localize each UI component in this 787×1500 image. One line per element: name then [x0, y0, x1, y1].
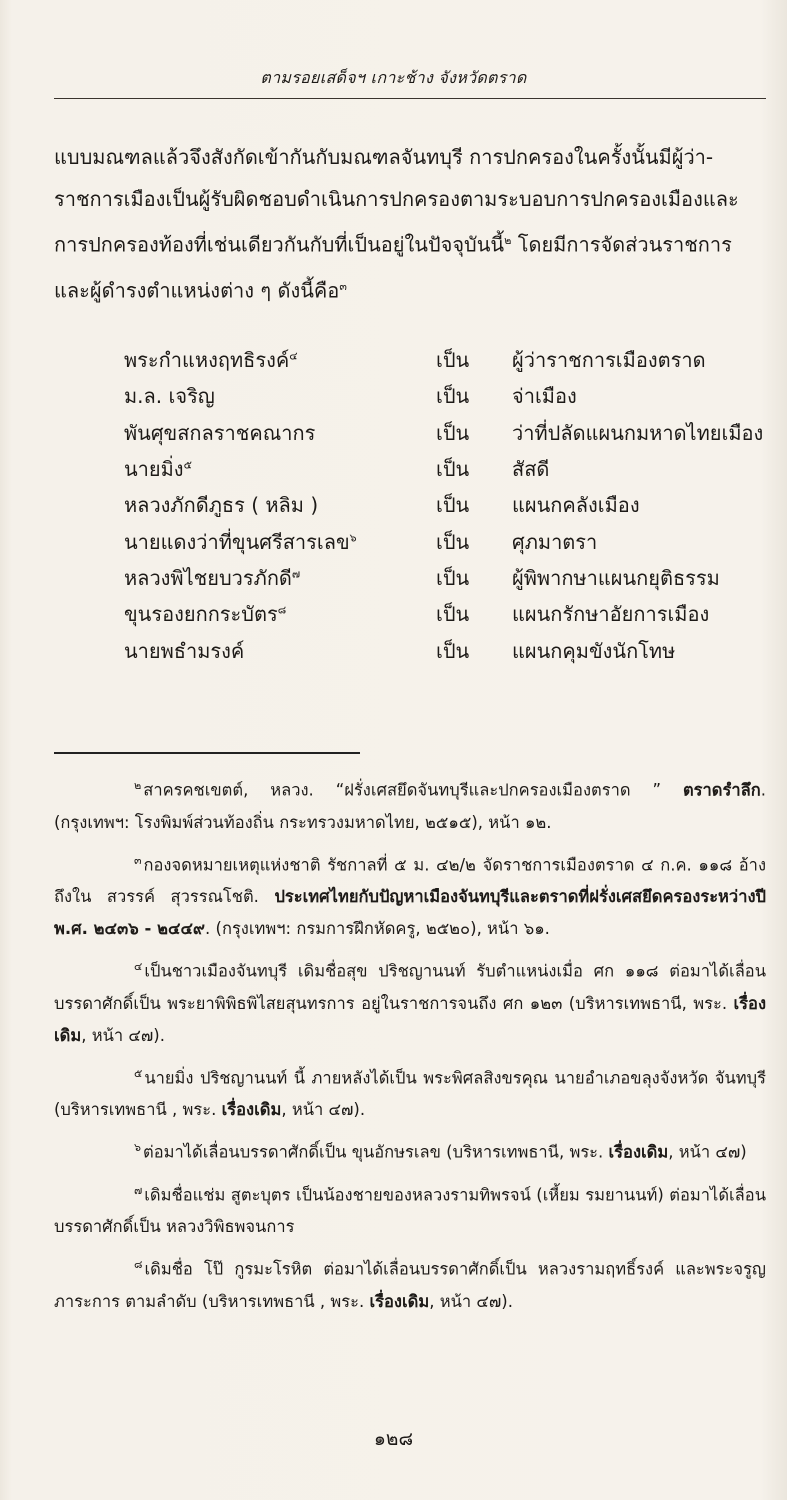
body-line [54, 178, 766, 220]
footnote: $^๗$ เดิมชื่อแช่ม สูตะบุตร เป็นน้องชายของหลวงรามทิพรจน์ (เหี้ยม รมยานนท์) ต่อมาได้เลื่อนบรรดาศักดิ์เป็น หลวงวิพิธพจนการ [54, 1183, 766, 1236]
footnote-ref: ๕ [183, 458, 192, 472]
official-name: นายแดงว่าที่ขุนศรีสารเลข$^๖$ [124, 529, 357, 554]
footnote-ref: ๗ [291, 567, 301, 581]
body-line [54, 266, 766, 312]
official-role: ศุภมาตรา [512, 529, 598, 554]
official-connector: เป็น [436, 493, 470, 518]
official-role: แผนกคุมขังนักโทษ [512, 638, 676, 663]
official-name: ม.ล. เจริญ [124, 384, 215, 409]
official-row [124, 378, 774, 414]
footnote-mark: ๖ [134, 1141, 141, 1154]
body-line-text: และผู้ดำรงตำแหน่งต่าง ๆ ดังนี้คือ [54, 278, 340, 303]
official-role: ว่าที่ปลัดแผนกมหาดไทยเมือง [512, 420, 764, 445]
footnote-ref: ๖ [349, 530, 357, 544]
footnotes [54, 770, 766, 1324]
footnote-mark: ๔ [134, 960, 143, 973]
official-name: พันศุขสกลราชคณากร [124, 420, 316, 445]
footnote-mark: ๒ [134, 779, 142, 792]
official-name: พระกำแหงฤทธิรงค์$^๔$ [124, 348, 298, 373]
official-role: แผนกรักษาอัยการเมือง [512, 602, 710, 627]
footnote-ref: ๔ [289, 349, 298, 363]
official-connector: เป็น [436, 638, 470, 663]
official-role: สัสดี [512, 457, 550, 482]
footnote: $^๘$ เดิมชื่อ โป๊ กูรมะโรหิต ต่อมาได้เลื่อนบรรดาศักดิ์เป็น หลวงรามฤทธิ์รงค์ และพระจรูญภาระการ ตามลำดับ (บริหารเทพธานี , พระ. เรื่องเดิม, หน้า ๔๗). [54, 1258, 766, 1311]
footnote-mark: ๗ [134, 1183, 143, 1197]
header-rule [54, 98, 766, 99]
footnote: $^๖$ ต่อมาได้เลื่อนบรรดาศักดิ์เป็น ขุนอักษรเลข (บริหารเทพธานี, พระ. เรื่องเดิม, หน้า ๔๗) [134, 1141, 747, 1162]
footnote: $^๔$ เป็นชาวเมืองจันทบุรี เดิมชื่อสุข ปริชญานนท์ รับตำแหน่งเมื่อ ศก ๑๑๘ ต่อมาได้เลื่อนบรรดาศักดิ์เป็น พระยาพิพิธพิไสยสุนทรการ อยู่ในราชการจนถึง ศก ๑๒๓ (บริหารเทพธานี, พระ. เรื่องเดิม, หน้า ๔๗). [54, 960, 766, 1045]
official-connector: เป็น [436, 348, 470, 373]
official-name: นายมิ่ง$^๕$ [124, 457, 192, 482]
footnote-separator [54, 752, 360, 754]
body-line-text: แบบมณฑลแล้วจึงสังกัดเข้ากันกับมณฑลจันทบุรี การปกครองในครั้งนั้นมีผู้ว่า- [54, 145, 714, 169]
footnote: $^๓$ กองจดหมายเหตุแห่งชาติ รัชกาลที่ ๕ ม. ๔๒/๒ จัดราชการเมืองตราด ๔ ก.ค. ๑๑๘ อ้างถึงใน สวรรค์ สุวรรณโชติ. ประเทศไทยกับปัญหาเมืองจันทบุรีและตราดที่ฝรั่งเศสยึดครองระหว่างปี พ.ศ. ๒๔๓๖ - ๒๔๔๙. (กรุงเทพฯ: กรมการฝึกหัดครู, ๒๕๒๐), หน้า ๖๑. [54, 853, 766, 938]
official-row [124, 451, 774, 487]
footnote: $^๕$ นายมิ่ง ปริชญานนท์ นี้ ภายหลังได้เป็น พระพิศลสิงขรคุณ นายอำเภอขลุงจังหวัด จันทบุรี (บริหารเทพธานี , พระ. เรื่องเดิม, หน้า ๔๗). [54, 1066, 766, 1119]
official-row [124, 632, 774, 668]
official-connector: เป็น [436, 529, 470, 554]
footnote: $^๒$ สาครคชเขตต์, หลวง. “ฝรั่งเศสยึดจันทบุรีและปกครองเมืองตราด ” ตราดรำลึก. (กรุงเทพฯ: โรงพิมพ์ส่วนท้องถิ่น กระทรวงมหาดไทย, ๒๕๑๕), หน้า ๑๒. [54, 779, 766, 832]
body-line [54, 220, 766, 266]
footnote-ref: ๓ [339, 279, 347, 293]
official-role: ผู้ว่าราชการเมืองตราด [512, 348, 706, 373]
official-row [124, 560, 774, 596]
footnote-mark: ๕ [134, 1066, 143, 1080]
official-connector: เป็น [436, 384, 470, 409]
footnote-ref: ๒ [504, 234, 512, 247]
running-header: ตามรอยเสด็จฯ เกาะช้าง จังหวัดตราด [260, 68, 527, 87]
official-row [124, 415, 774, 451]
official-name: ขุนรองยกกระบัตร$^๘$ [124, 602, 287, 627]
official-row [124, 523, 774, 559]
body-paragraph [54, 136, 766, 311]
official-row [124, 596, 774, 632]
official-role: แผนกคลังเมือง [512, 493, 640, 518]
official-connector: เป็น [436, 602, 470, 627]
official-connector: เป็น [436, 565, 470, 590]
officials-list [124, 342, 774, 669]
footnote-ref: ๘ [277, 603, 287, 617]
official-row [124, 487, 774, 523]
official-name: นายพธำมรงค์ [124, 638, 245, 663]
official-role: ผู้พิพากษาแผนกยุติธรรม [512, 565, 720, 590]
official-connector: เป็น [436, 457, 470, 482]
body-line-text: การปกครองท้องที่เช่นเดียวกันกับที่เป็นอยู่ในปัจจุบันนี้ [54, 232, 505, 257]
official-connector: เป็น [436, 420, 470, 445]
official-row [124, 342, 774, 378]
body-line [54, 136, 766, 178]
official-name: หลวงภักดีภูธร ( หลิม ) [124, 493, 319, 518]
body-line-text: ราชการเมืองเป็นผู้รับผิดชอบดำเนินการปกครองตามระบอบการปกครองเมืองและ [54, 187, 739, 211]
footnote-mark: ๓ [134, 853, 142, 867]
official-name: หลวงพิไชยบวรภักดี$^๗$ [124, 565, 301, 590]
footnote-mark: ๘ [134, 1258, 143, 1271]
page-number: ๑๒๘ [373, 1428, 414, 1450]
official-role: จ่าเมือง [512, 384, 577, 409]
body-line-text: โดยมีการจัดส่วนราชการ [511, 232, 732, 257]
